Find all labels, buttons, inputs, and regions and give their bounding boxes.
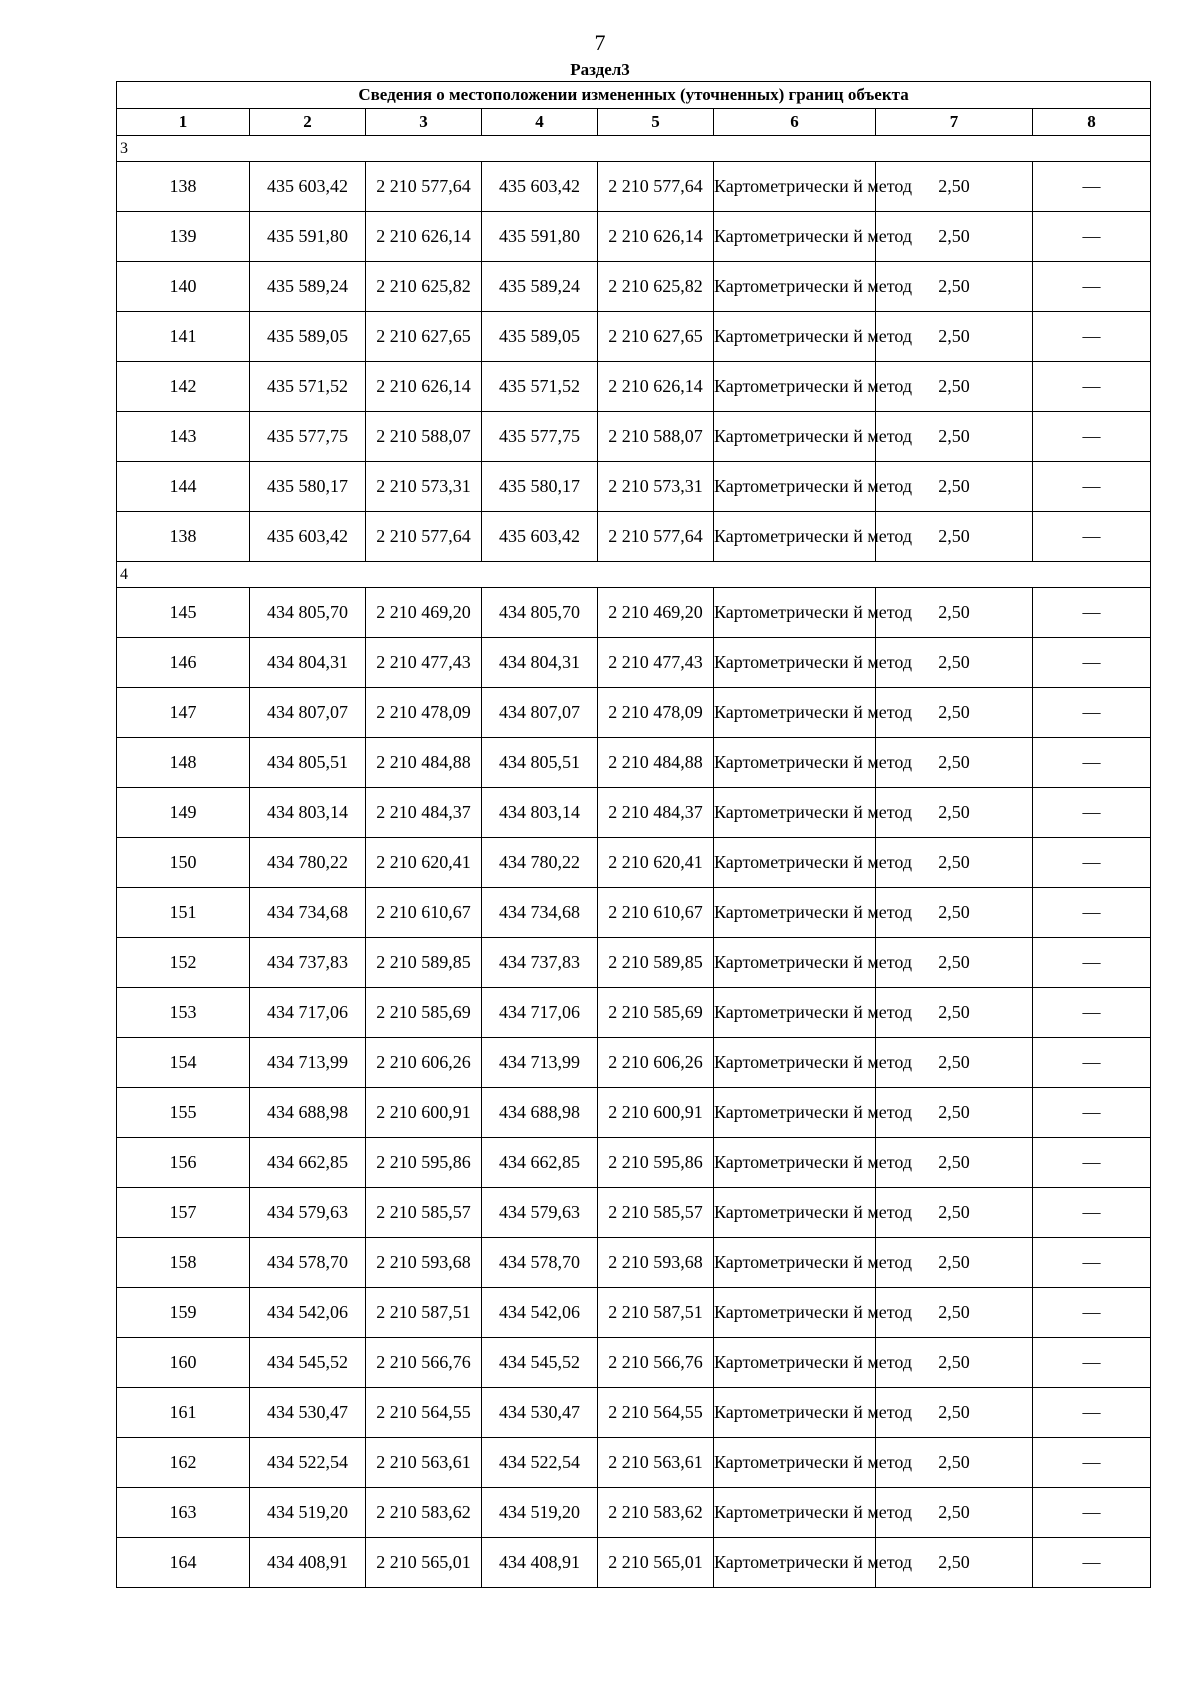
x-coordinate-cell: 434 807,07 [482,688,598,738]
x-coordinate-cell: 435 580,17 [250,462,366,512]
table-row [117,888,1151,938]
point-number-cell: 159 [117,1288,250,1338]
y-coordinate-cell: 2 210 595,86 [366,1138,482,1188]
group-label: 3 [117,136,1151,162]
point-number-cell: 161 [117,1388,250,1438]
accuracy-cell: 2,50 [876,412,1033,462]
accuracy-cell: 2,50 [876,638,1033,688]
method-cell: Картометрически й метод [714,688,876,738]
method-cell: Картометрически й метод [714,1388,876,1438]
point-number-cell: 140 [117,262,250,312]
accuracy-cell: 2,50 [876,1438,1033,1488]
method-cell: Картометрически й метод [714,938,876,988]
y-coordinate-cell: 2 210 620,41 [366,838,482,888]
x-coordinate-cell: 435 589,24 [250,262,366,312]
section-title: Раздел3 [570,60,630,79]
point-number-cell: 141 [117,312,250,362]
y-coordinate-cell: 2 210 564,55 [598,1388,714,1438]
x-coordinate-cell: 435 603,42 [482,512,598,562]
description-cell: — [1033,1438,1151,1488]
accuracy-cell: 2,50 [876,1488,1033,1538]
y-coordinate-cell: 2 210 583,62 [598,1488,714,1538]
coordinates-table [116,81,1151,1588]
y-coordinate-cell: 2 210 565,01 [598,1538,714,1588]
point-number-cell: 142 [117,362,250,412]
method-cell: Картометрически й метод [714,988,876,1038]
method-cell: Картометрически й метод [714,788,876,838]
x-coordinate-cell: 434 519,20 [250,1488,366,1538]
point-number-cell: 138 [117,162,250,212]
accuracy-cell: 2,50 [876,738,1033,788]
accuracy-cell: 2,50 [876,788,1033,838]
method-cell: Картометрически й метод [714,1188,876,1238]
x-coordinate-cell: 434 780,22 [250,838,366,888]
description-cell: — [1033,1538,1151,1588]
table-row [117,738,1151,788]
description-cell: — [1033,788,1151,838]
y-coordinate-cell: 2 210 585,69 [366,988,482,1038]
table-row [117,838,1151,888]
x-coordinate-cell: 434 662,85 [250,1138,366,1188]
x-coordinate-cell: 434 545,52 [482,1338,598,1388]
method-cell: Картометрически й метод [714,362,876,412]
description-cell: — [1033,362,1151,412]
method-cell: Картометрически й метод [714,212,876,262]
y-coordinate-cell: 2 210 484,88 [598,738,714,788]
accuracy-cell: 2,50 [876,512,1033,562]
y-coordinate-cell: 2 210 587,51 [598,1288,714,1338]
table-row [117,1188,1151,1238]
description-cell: — [1033,412,1151,462]
x-coordinate-cell: 434 688,98 [250,1088,366,1138]
x-coordinate-cell: 435 591,80 [482,212,598,262]
method-cell: Картометрически й метод [714,312,876,362]
table-row [117,688,1151,738]
x-coordinate-cell: 434 522,54 [250,1438,366,1488]
method-cell: Картометрически й метод [714,1288,876,1338]
description-cell: — [1033,588,1151,638]
x-coordinate-cell: 434 803,14 [250,788,366,838]
x-coordinate-cell: 435 580,17 [482,462,598,512]
point-number-cell: 163 [117,1488,250,1538]
x-coordinate-cell: 434 545,52 [250,1338,366,1388]
column-number-header: 1 [117,109,250,136]
table-row [117,638,1151,688]
column-number-header: 5 [598,109,714,136]
group-label: 4 [117,562,1151,588]
x-coordinate-cell: 434 530,47 [250,1388,366,1438]
method-cell: Картометрически й метод [714,1338,876,1388]
description-cell: — [1033,162,1151,212]
accuracy-cell: 2,50 [876,1388,1033,1438]
y-coordinate-cell: 2 210 593,68 [366,1238,482,1288]
group-row [117,136,1151,162]
y-coordinate-cell: 2 210 626,14 [598,212,714,262]
description-cell: — [1033,1238,1151,1288]
point-number-cell: 143 [117,412,250,462]
x-coordinate-cell: 434 713,99 [250,1038,366,1088]
y-coordinate-cell: 2 210 626,14 [366,212,482,262]
accuracy-cell: 2,50 [876,362,1033,412]
accuracy-cell: 2,50 [876,1288,1033,1338]
y-coordinate-cell: 2 210 585,57 [598,1188,714,1238]
y-coordinate-cell: 2 210 577,64 [598,512,714,562]
y-coordinate-cell: 2 210 620,41 [598,838,714,888]
point-number-cell: 150 [117,838,250,888]
x-coordinate-cell: 434 717,06 [482,988,598,1038]
y-coordinate-cell: 2 210 477,43 [598,638,714,688]
y-coordinate-cell: 2 210 566,76 [366,1338,482,1388]
column-number-header: 2 [250,109,366,136]
table-row [117,1038,1151,1088]
x-coordinate-cell: 434 662,85 [482,1138,598,1188]
table-body [117,136,1151,1588]
y-coordinate-cell: 2 210 626,14 [598,362,714,412]
y-coordinate-cell: 2 210 600,91 [598,1088,714,1138]
point-number-cell: 154 [117,1038,250,1088]
point-number-cell: 153 [117,988,250,1038]
table-row [117,1138,1151,1188]
x-coordinate-cell: 434 522,54 [482,1438,598,1488]
accuracy-cell: 2,50 [876,162,1033,212]
x-coordinate-cell: 434 578,70 [482,1238,598,1288]
y-coordinate-cell: 2 210 577,64 [366,512,482,562]
x-coordinate-cell: 434 542,06 [482,1288,598,1338]
accuracy-cell: 2,50 [876,1088,1033,1138]
y-coordinate-cell: 2 210 588,07 [366,412,482,462]
description-cell: — [1033,838,1151,888]
column-number-row [117,109,1151,136]
y-coordinate-cell: 2 210 585,69 [598,988,714,1038]
table-row [117,1238,1151,1288]
y-coordinate-cell: 2 210 588,07 [598,412,714,462]
point-number-cell: 145 [117,588,250,638]
description-cell: — [1033,1338,1151,1388]
table-row [117,938,1151,988]
x-coordinate-cell: 434 804,31 [482,638,598,688]
x-coordinate-cell: 434 408,91 [482,1538,598,1588]
point-number-cell: 138 [117,512,250,562]
table-row [117,362,1151,412]
y-coordinate-cell: 2 210 477,43 [366,638,482,688]
table-row [117,1088,1151,1138]
x-coordinate-cell: 435 577,75 [482,412,598,462]
x-coordinate-cell: 434 542,06 [250,1288,366,1338]
table-row [117,588,1151,638]
point-number-cell: 160 [117,1338,250,1388]
x-coordinate-cell: 434 805,51 [482,738,598,788]
point-number-cell: 146 [117,638,250,688]
y-coordinate-cell: 2 210 478,09 [366,688,482,738]
y-coordinate-cell: 2 210 469,20 [598,588,714,638]
y-coordinate-cell: 2 210 469,20 [366,588,482,638]
x-coordinate-cell: 435 591,80 [250,212,366,262]
x-coordinate-cell: 434 805,51 [250,738,366,788]
accuracy-cell: 2,50 [876,1238,1033,1288]
y-coordinate-cell: 2 210 595,86 [598,1138,714,1188]
x-coordinate-cell: 435 577,75 [250,412,366,462]
accuracy-cell: 2,50 [876,1038,1033,1088]
method-cell: Картометрически й метод [714,1538,876,1588]
point-number-cell: 158 [117,1238,250,1288]
table-row [117,1488,1151,1538]
point-number-cell: 164 [117,1538,250,1588]
x-coordinate-cell: 434 713,99 [482,1038,598,1088]
y-coordinate-cell: 2 210 627,65 [366,312,482,362]
table-row [117,412,1151,462]
table-row [117,1388,1151,1438]
table-row [117,788,1151,838]
method-cell: Картометрически й метод [714,888,876,938]
method-cell: Картометрически й метод [714,838,876,888]
accuracy-cell: 2,50 [876,688,1033,738]
x-coordinate-cell: 434 734,68 [482,888,598,938]
x-coordinate-cell: 434 780,22 [482,838,598,888]
description-cell: — [1033,1388,1151,1438]
x-coordinate-cell: 434 579,63 [482,1188,598,1238]
accuracy-cell: 2,50 [876,988,1033,1038]
description-cell: — [1033,638,1151,688]
accuracy-cell: 2,50 [876,1138,1033,1188]
accuracy-cell: 2,50 [876,1538,1033,1588]
point-number-cell: 157 [117,1188,250,1238]
y-coordinate-cell: 2 210 484,37 [598,788,714,838]
accuracy-cell: 2,50 [876,312,1033,362]
x-coordinate-cell: 434 688,98 [482,1088,598,1138]
method-cell: Картометрически й метод [714,588,876,638]
table-row [117,162,1151,212]
x-coordinate-cell: 434 737,83 [250,938,366,988]
method-cell: Картометрически й метод [714,262,876,312]
point-number-cell: 148 [117,738,250,788]
x-coordinate-cell: 434 519,20 [482,1488,598,1538]
y-coordinate-cell: 2 210 566,76 [598,1338,714,1388]
y-coordinate-cell: 2 210 484,37 [366,788,482,838]
table-row [117,512,1151,562]
y-coordinate-cell: 2 210 589,85 [366,938,482,988]
y-coordinate-cell: 2 210 606,26 [598,1038,714,1088]
accuracy-cell: 2,50 [876,588,1033,638]
table-row [117,988,1151,1038]
y-coordinate-cell: 2 210 484,88 [366,738,482,788]
x-coordinate-cell: 435 589,05 [482,312,598,362]
column-number-header: 4 [482,109,598,136]
method-cell: Картометрически й метод [714,1138,876,1188]
y-coordinate-cell: 2 210 589,85 [598,938,714,988]
x-coordinate-cell: 435 603,42 [482,162,598,212]
description-cell: — [1033,212,1151,262]
accuracy-cell: 2,50 [876,1188,1033,1238]
y-coordinate-cell: 2 210 627,65 [598,312,714,362]
x-coordinate-cell: 434 805,70 [250,588,366,638]
x-coordinate-cell: 434 734,68 [250,888,366,938]
x-coordinate-cell: 434 578,70 [250,1238,366,1288]
column-number-header: 8 [1033,109,1151,136]
method-cell: Картометрически й метод [714,462,876,512]
column-number-header: 3 [366,109,482,136]
y-coordinate-cell: 2 210 577,64 [598,162,714,212]
description-cell: — [1033,988,1151,1038]
column-number-header: 7 [876,109,1033,136]
x-coordinate-cell: 434 803,14 [482,788,598,838]
x-coordinate-cell: 435 571,52 [482,362,598,412]
table-row [117,1338,1151,1388]
method-cell: Картометрически й метод [714,412,876,462]
y-coordinate-cell: 2 210 606,26 [366,1038,482,1088]
method-cell: Картометрически й метод [714,1038,876,1088]
point-number-cell: 147 [117,688,250,738]
y-coordinate-cell: 2 210 593,68 [598,1238,714,1288]
method-cell: Картометрически й метод [714,1088,876,1138]
y-coordinate-cell: 2 210 478,09 [598,688,714,738]
page-number: 7 [594,30,606,55]
y-coordinate-cell: 2 210 563,61 [598,1438,714,1488]
x-coordinate-cell: 434 717,06 [250,988,366,1038]
point-number-cell: 151 [117,888,250,938]
x-coordinate-cell: 434 737,83 [482,938,598,988]
group-row [117,562,1151,588]
method-cell: Картометрически й метод [714,1438,876,1488]
accuracy-cell: 2,50 [876,888,1033,938]
y-coordinate-cell: 2 210 583,62 [366,1488,482,1538]
accuracy-cell: 2,50 [876,838,1033,888]
description-cell: — [1033,888,1151,938]
x-coordinate-cell: 434 530,47 [482,1388,598,1438]
x-coordinate-cell: 434 807,07 [250,688,366,738]
y-coordinate-cell: 2 210 563,61 [366,1438,482,1488]
description-cell: — [1033,938,1151,988]
description-cell: — [1033,738,1151,788]
x-coordinate-cell: 434 804,31 [250,638,366,688]
description-cell: — [1033,1038,1151,1088]
x-coordinate-cell: 435 603,42 [250,162,366,212]
point-number-cell: 149 [117,788,250,838]
table-row [117,312,1151,362]
table-row [117,1438,1151,1488]
y-coordinate-cell: 2 210 610,67 [366,888,482,938]
accuracy-cell: 2,50 [876,938,1033,988]
method-cell: Картометрически й метод [714,1238,876,1288]
x-coordinate-cell: 434 579,63 [250,1188,366,1238]
point-number-cell: 152 [117,938,250,988]
table-row [117,462,1151,512]
table-row [117,1538,1151,1588]
y-coordinate-cell: 2 210 610,67 [598,888,714,938]
y-coordinate-cell: 2 210 600,91 [366,1088,482,1138]
method-cell: Картометрически й метод [714,738,876,788]
x-coordinate-cell: 434 805,70 [482,588,598,638]
x-coordinate-cell: 435 571,52 [250,362,366,412]
description-cell: — [1033,1288,1151,1338]
x-coordinate-cell: 435 603,42 [250,512,366,562]
description-cell: — [1033,1138,1151,1188]
accuracy-cell: 2,50 [876,462,1033,512]
description-cell: — [1033,688,1151,738]
y-coordinate-cell: 2 210 577,64 [366,162,482,212]
y-coordinate-cell: 2 210 565,01 [366,1538,482,1588]
description-cell: — [1033,312,1151,362]
description-cell: — [1033,462,1151,512]
y-coordinate-cell: 2 210 564,55 [366,1388,482,1438]
description-cell: — [1033,262,1151,312]
point-number-cell: 155 [117,1088,250,1138]
y-coordinate-cell: 2 210 585,57 [366,1188,482,1238]
table-row [117,262,1151,312]
y-coordinate-cell: 2 210 625,82 [366,262,482,312]
x-coordinate-cell: 435 589,24 [482,262,598,312]
y-coordinate-cell: 2 210 626,14 [366,362,482,412]
accuracy-cell: 2,50 [876,212,1033,262]
point-number-cell: 156 [117,1138,250,1188]
description-cell: — [1033,1488,1151,1538]
x-coordinate-cell: 435 589,05 [250,312,366,362]
y-coordinate-cell: 2 210 573,31 [598,462,714,512]
point-number-cell: 162 [117,1438,250,1488]
y-coordinate-cell: 2 210 625,82 [598,262,714,312]
point-number-cell: 139 [117,212,250,262]
method-cell: Картометрически й метод [714,1488,876,1538]
method-cell: Картометрически й метод [714,162,876,212]
accuracy-cell: 2,50 [876,1338,1033,1388]
point-number-cell: 144 [117,462,250,512]
table-caption: Сведения о местоположении измененных (уточненных) границ объекта [117,82,1151,109]
column-number-header: 6 [714,109,876,136]
y-coordinate-cell: 2 210 587,51 [366,1288,482,1338]
accuracy-cell: 2,50 [876,262,1033,312]
description-cell: — [1033,1088,1151,1138]
y-coordinate-cell: 2 210 573,31 [366,462,482,512]
description-cell: — [1033,1188,1151,1238]
description-cell: — [1033,512,1151,562]
method-cell: Картометрически й метод [714,638,876,688]
table-row [117,1288,1151,1338]
method-cell: Картометрически й метод [714,512,876,562]
x-coordinate-cell: 434 408,91 [250,1538,366,1588]
table-row [117,212,1151,262]
